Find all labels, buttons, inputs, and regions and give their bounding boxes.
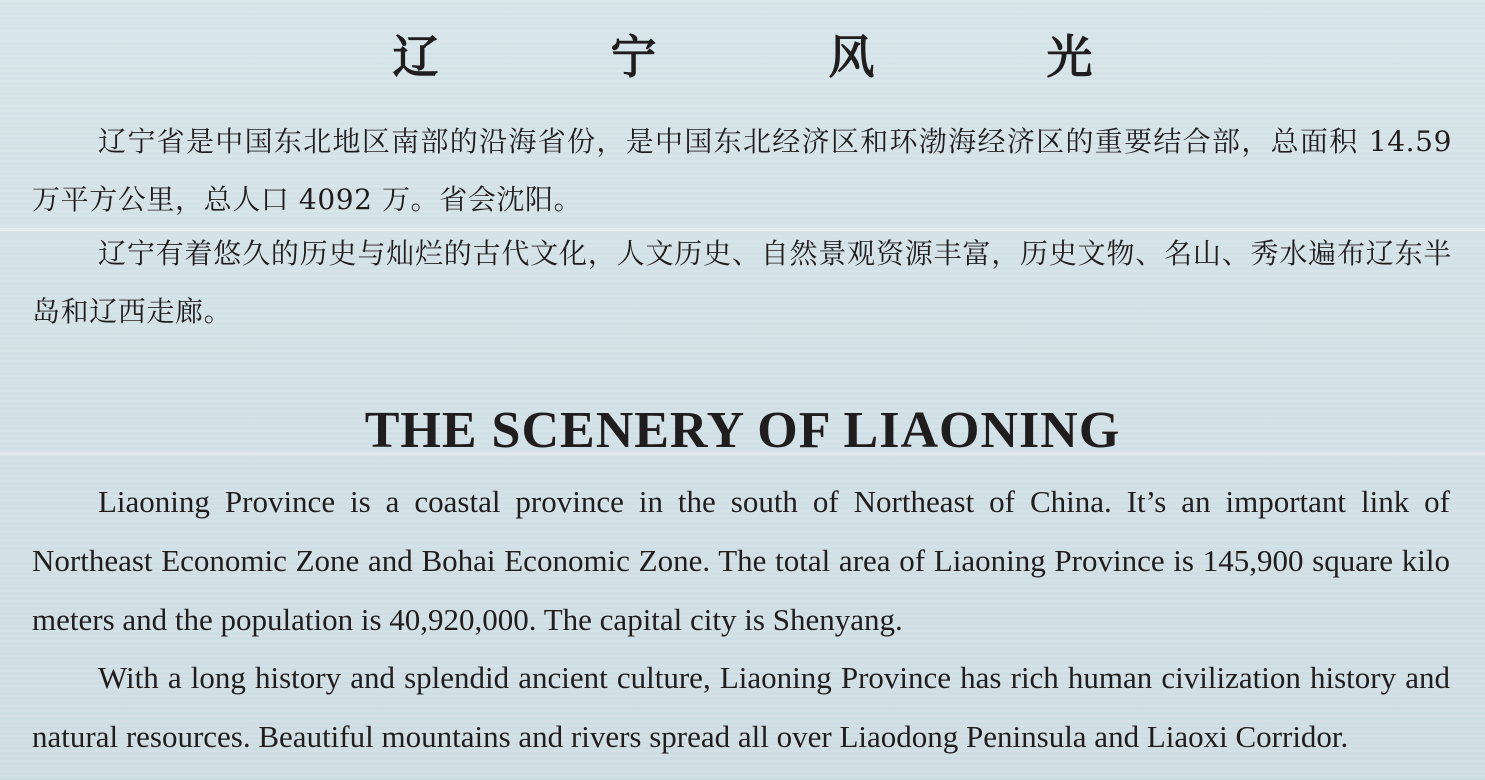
english-paragraph-1: Liaoning Province is a coastal province in the south of Northeast of China. It’s an important link of Northeast Economic Zone and Bohai Economic Zone. The total area of Liaoning Province is 145,900 square kilo meters and the population is 40,920,000. The capital city is Shenyang. xyxy=(32,484,1450,637)
english-title: THE SCENERY OF LIAONING xyxy=(364,402,1121,459)
chinese-title: 辽 宁 风 光 xyxy=(392,30,1171,84)
chinese-paragraph-2: 辽宁有着悠久的历史与灿烂的古代文化，人文历史、自然景观资源丰富，历史文物、名山、秀水遍布辽东半岛和辽西走廊。 xyxy=(32,237,1452,328)
english-paragraph-2: With a long history and splendid ancient culture, Liaoning Province has rich human civilization history and natural resources. Beautiful mountains and rivers spread all over Liaodong Peninsula and Liaoxi Corridor. xyxy=(32,660,1450,754)
chinese-paragraph-1: 辽宁省是中国东北地区南部的沿海省份，是中国东北经济区和环渤海经济区的重要结合部，总面积 14.59 万平方公里，总人口 4092 万。省会沈阳。 xyxy=(32,125,1452,216)
